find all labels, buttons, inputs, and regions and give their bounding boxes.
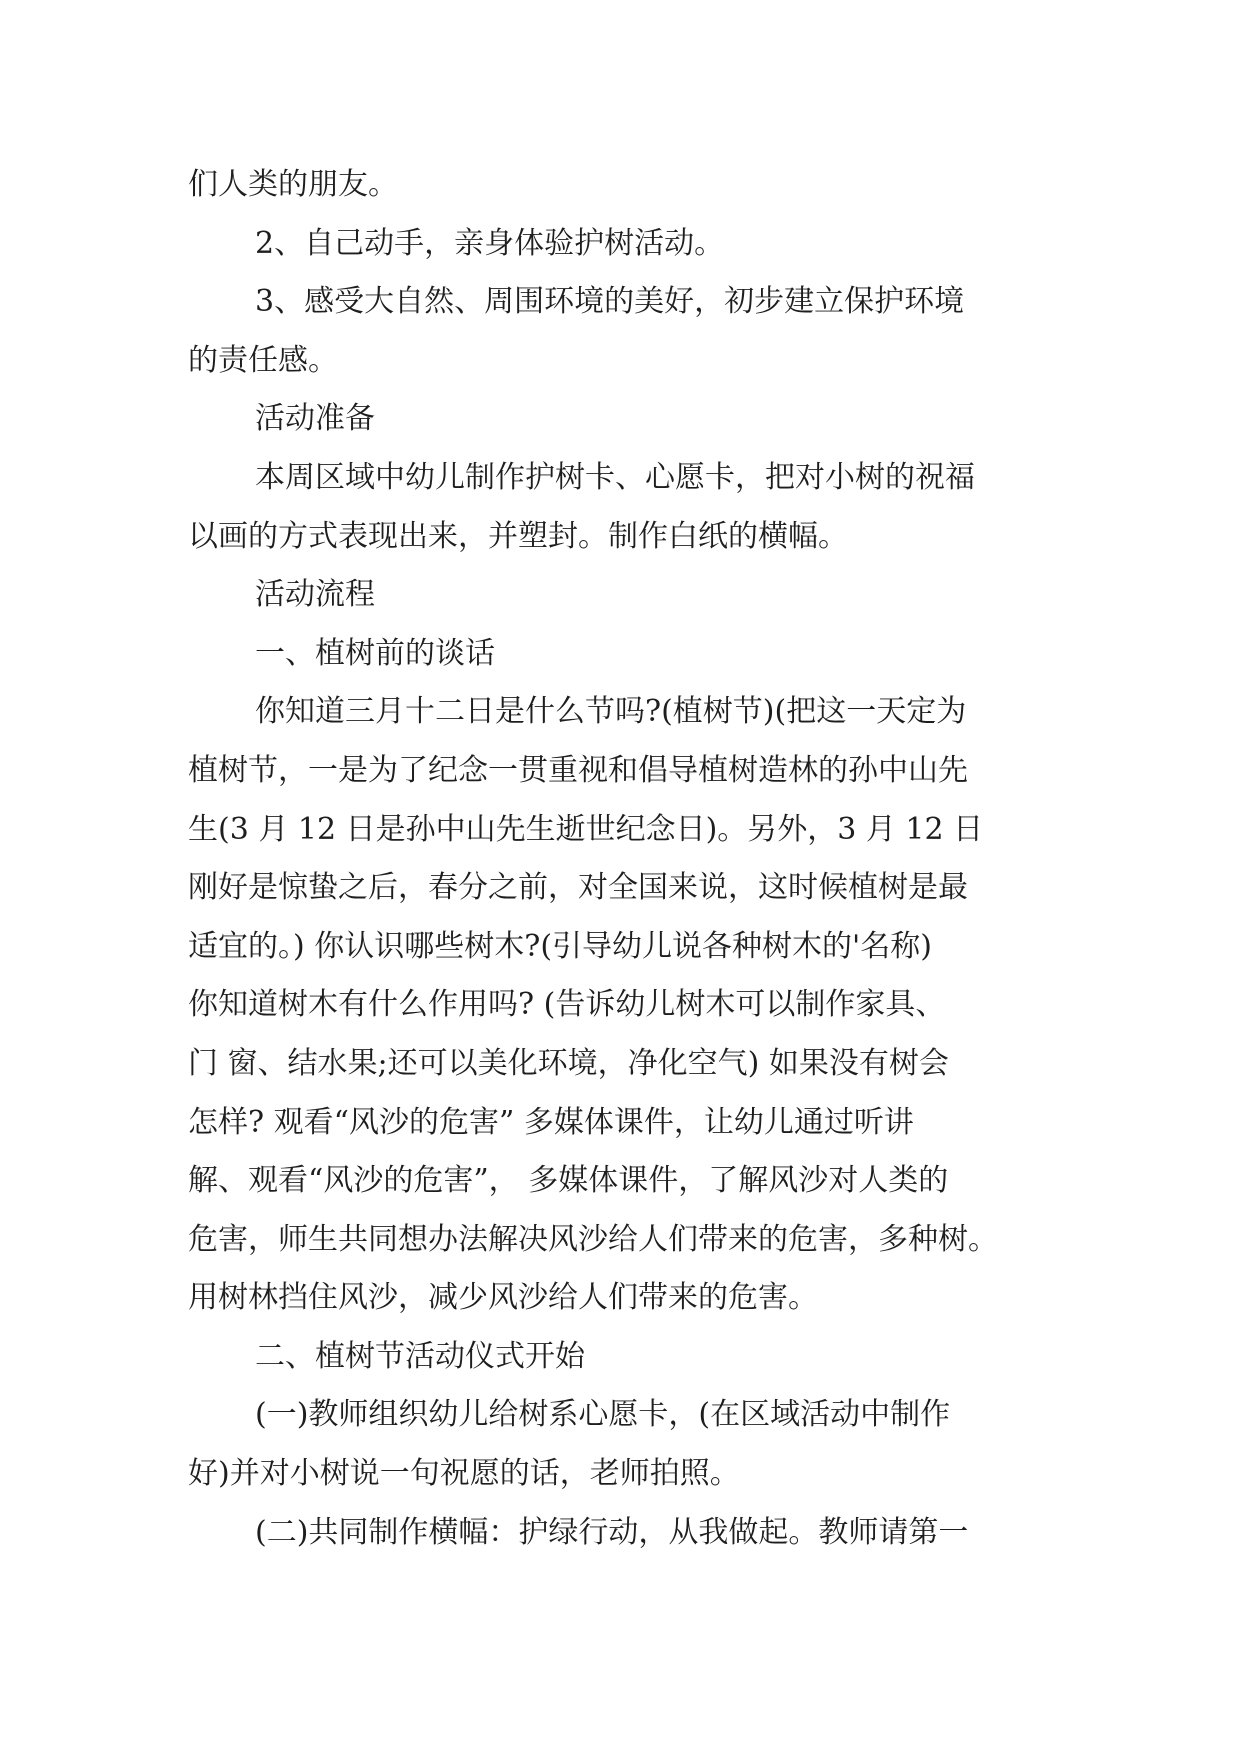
text-line: 们人类的朋友。 [188,167,398,202]
section-heading: 一、植树前的谈话 [255,635,495,671]
text-line: 门 窗、结水果;还可以美化环境，净化空气) 如果没有树会 [188,1045,949,1081]
text-line: 危害，师生共同想办法解决风沙给人们带来的危害，多种树。 [188,1221,998,1257]
text-line: 你知道三月十二日是什么节吗?(植树节)(把这一天定为 [255,694,967,730]
text-line: 3、感受大自然、周围环境的美好，初步建立保护环境 [255,284,965,320]
document-body [188,156,1058,1562]
text-line: 你知道树木有什么作用吗? (告诉幼儿树木可以制作家具、 [188,987,946,1023]
section-heading: 二、植树节活动仪式开始 [255,1338,585,1374]
text-line: 2、自己动手，亲身体验护树活动。 [255,225,725,261]
text-line: 的责任感。 [188,342,338,378]
text-line: 适宜的。) 你认识哪些树木?(引导幼儿说各种树木的'名称) [188,928,932,964]
text-line: (一)教师组织幼儿给树系心愿卡，(在区域活动中制作 [255,1397,951,1433]
text-line: 好)并对小树说一句祝愿的话，老师拍照。 [188,1456,740,1492]
text-line: (二)共同制作横幅：护绿行动，从我做起。教师请第一 [255,1514,969,1550]
text-line: 植树节，一是为了纪念一贯重视和倡导植树造林的孙中山先 [188,752,968,788]
section-heading: 活动流程 [255,577,375,613]
text-line: 刚好是惊蛰之后，春分之前，对全国来说，这时候植树是最 [188,870,968,906]
text-line: 以画的方式表现出来，并塑封。制作白纸的横幅。 [188,518,848,554]
text-line: 解、观看“风沙的危害”， 多媒体课件，了解风沙对人类的 [188,1163,949,1199]
text-line: 生(3 月 12 日是孙中山先生逝世纪念日)。另外，3 月 12 日 [188,811,984,847]
text-line: 本周区域中幼儿制作护树卡、心愿卡，把对小树的祝福 [255,459,975,495]
section-heading: 活动准备 [255,401,375,437]
text-line: 怎样? 观看“风沙的危害” 多媒体课件，让幼儿通过听讲 [188,1104,914,1140]
text-line: 用树林挡住风沙，减少风沙给人们带来的危害。 [188,1280,818,1316]
